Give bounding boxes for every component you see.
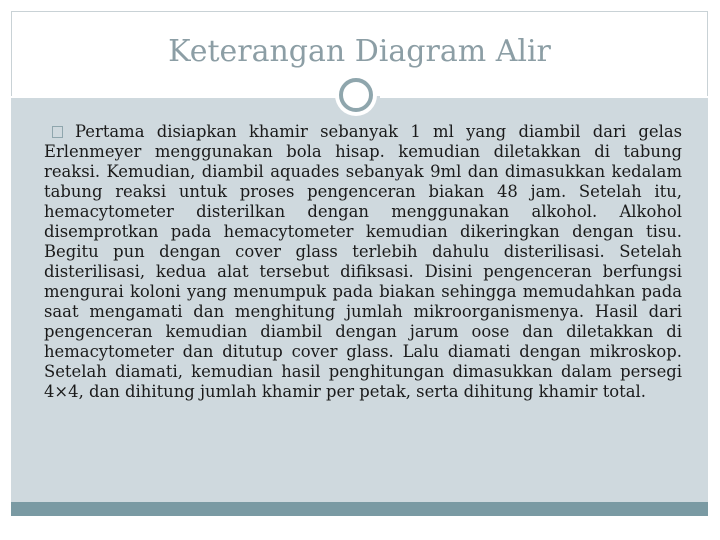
bullet-paragraph xyxy=(44,122,682,402)
circle-ornament-icon xyxy=(339,78,373,112)
slide-title: Keterangan Diagram Alir xyxy=(168,34,551,69)
square-bullet-icon xyxy=(52,126,63,138)
paragraph-text: Pertama disiapkan khamir sebanyak 1 ml yang diambil dari gelas Erlenmeyer menggunakan bola hisap. kemudian diletakkan di tabung reaksi. Kemudian, diambil aquades sebanyak 9ml dan dimasukkan kedalam tabung reaksi untuk proses pengenceran biakan 48 jam. Setelah itu, hemacytometer disterilkan dengan menggunakan alkohol. Alkohol disemprotkan pada hemacytometer kemudian dikeringkan dengan tisu. Begitu pun dengan cover glass terlebih dahulu disterilisasi. Setelah disterilisasi, kedua alat tersebut difiksasi. Disini pengenceran berfungsi mengurai koloni yang menumpuk pada biakan sehingga memudahkan pada saat mengamati dan menghitung jumlah mikroorganismenya. Hasil dari pengenceran kemudian diambil dengan jarum oose dan diletakkan di hemacytometer dan ditutup cover glass. Lalu diamati dengan mikroskop. Setelah diamati, kemudian hasil penghitungan dimasukkan dalam persegi 4×4, dan dihitung jumlah khamir per petak, serta dihitung khamir total. xyxy=(44,122,682,401)
footer-strip xyxy=(11,502,708,516)
divider-right xyxy=(380,96,708,98)
divider-left xyxy=(11,96,341,98)
